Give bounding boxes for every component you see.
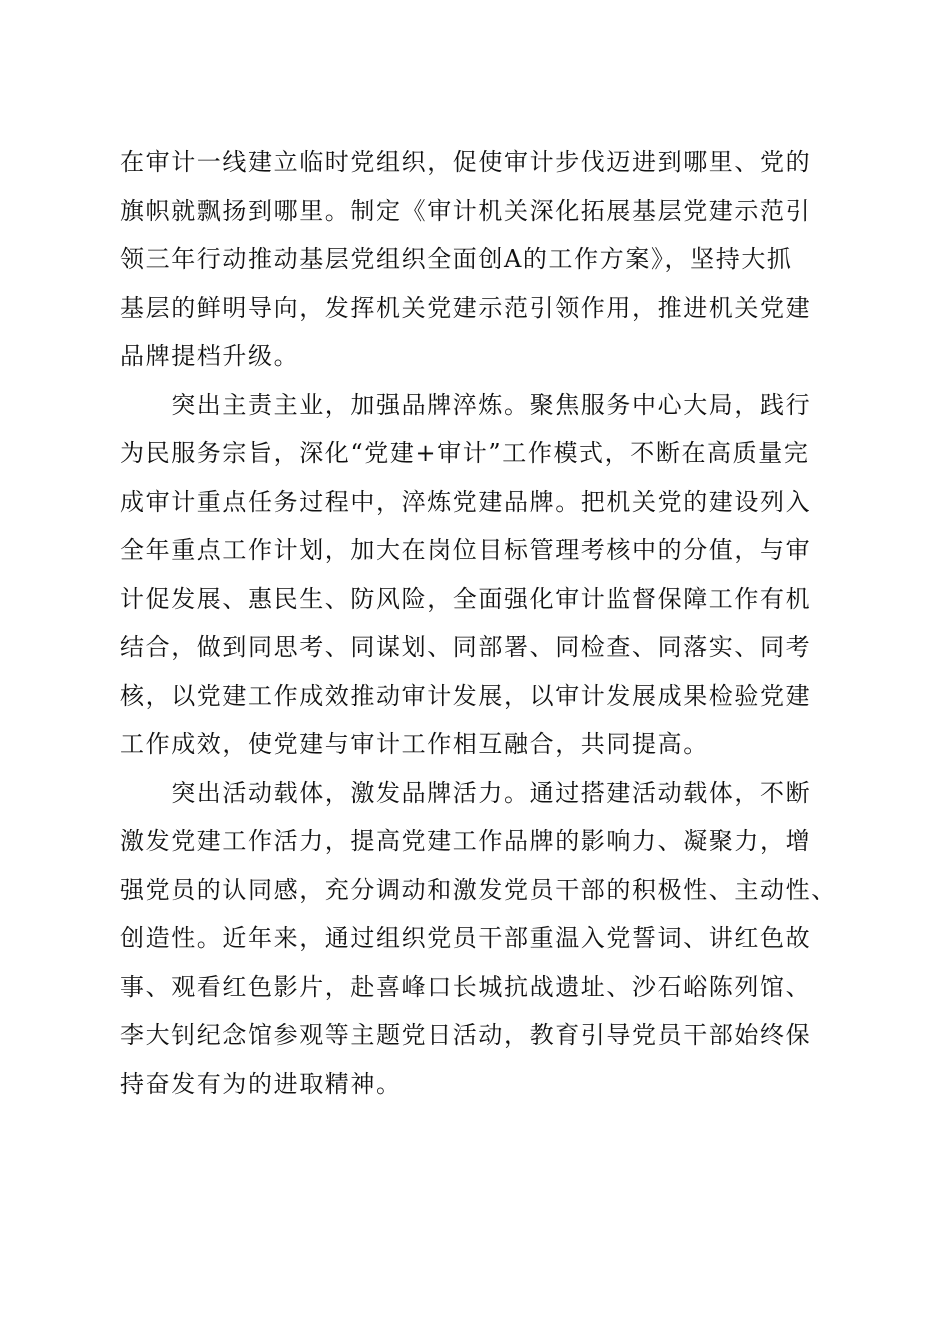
paragraph-1 xyxy=(120,138,840,381)
text-line: 创造性。近年来，通过组织党员干部重温入党誓词、讲红色故 xyxy=(120,924,812,952)
text-line: 基层的鲜明导向，发挥机关党建示范引领作用，推进机关党建 xyxy=(120,293,812,322)
text-line: 品牌提档升级。 xyxy=(120,342,300,370)
paragraph-3 xyxy=(120,769,840,1109)
text-line: 工作成效，使党建与审计工作相互融合，共同提高。 xyxy=(120,730,709,758)
text-line: 领三年行动推动基层党组织全面创A的工作方案》，坚持大抓 xyxy=(120,245,793,273)
text-line: 在审计一线建立临时党组织，促使审计步伐迈进到哪里、党的 xyxy=(120,148,812,176)
paragraph-2 xyxy=(120,381,840,769)
text-line: 强党员的认同感，充分调动和激发党员干部的积极性、主动性、 xyxy=(120,875,837,904)
text-line: 持奋发有为的进取精神。 xyxy=(120,1069,402,1098)
text-line: 李大钊纪念馆参观等主题党日活动，教育引导党员干部始终保 xyxy=(120,1021,812,1049)
text-line: 激发党建工作活力，提高党建工作品牌的影响力、凝聚力，增 xyxy=(120,827,812,855)
text-line: 核，以党建工作成效推动审计发展，以审计发展成果检验党建 xyxy=(120,681,812,710)
text-line: 结合，做到同思考、同谋划、同部署、同检查、同落实、同考 xyxy=(120,633,812,661)
text-line: 计促发展、惠民生、防风险，全面强化审计监督保障工作有机 xyxy=(120,584,812,613)
text-line: 全年重点工作计划，加大在岗位目标管理考核中的分值，与审 xyxy=(120,536,812,564)
text-line: 为民服务宗旨，深化“党建+审计”工作模式，不断在高质量完 xyxy=(120,439,810,467)
text-line: 突出主责主业，加强品牌淬炼。聚焦服务中心大局，践行 xyxy=(120,390,812,419)
text-line: 事、观看红色影片，赴喜峰口长城抗战遗址、沙石峪陈列馆、 xyxy=(120,972,812,1001)
text-line: 旗帜就飘扬到哪里。制定《审计机关深化拓展基层党建示范引 xyxy=(120,196,812,225)
body-text xyxy=(120,138,840,1108)
text-line: 成审计重点任务过程中，淬炼党建品牌。把机关党的建设列入 xyxy=(120,487,812,516)
text-line: 突出活动载体，激发品牌活力。通过搭建活动载体，不断 xyxy=(120,778,812,807)
